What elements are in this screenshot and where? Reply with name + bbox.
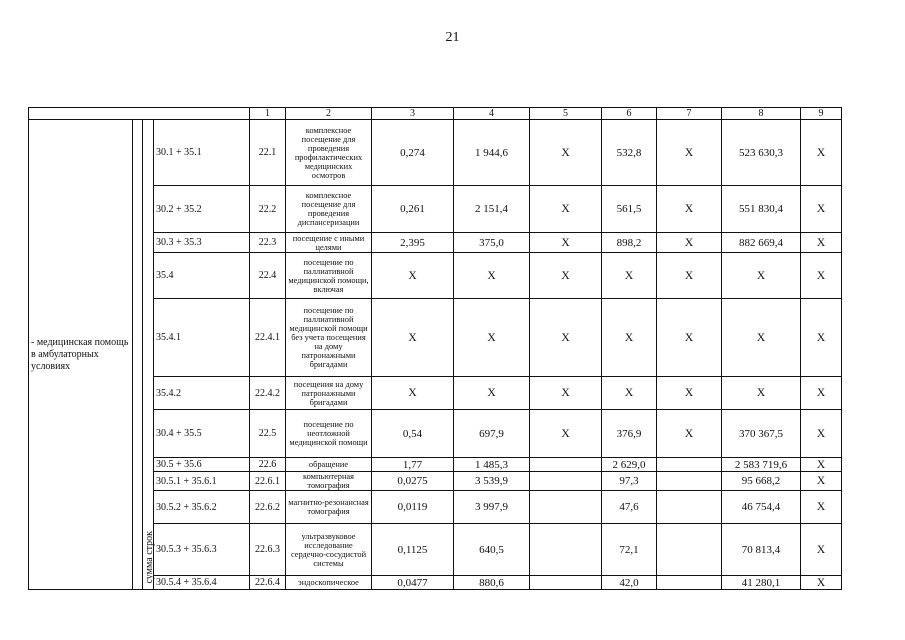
cell-c7	[657, 472, 722, 491]
header-col-4: 4	[454, 108, 530, 120]
cell-c3: 0,0275	[372, 472, 454, 491]
header-col-9: 9	[801, 108, 842, 120]
cell-c3: 1,77	[372, 458, 454, 472]
cell-c5: X	[530, 120, 602, 186]
row-description: обращение	[286, 458, 372, 472]
header-col-6: 6	[602, 108, 657, 120]
cell-c7: X	[657, 120, 722, 186]
cell-c5	[530, 458, 602, 472]
row-number: 22.3	[250, 233, 286, 253]
row-number: 22.6.3	[250, 524, 286, 576]
cell-c3: 0,0477	[372, 576, 454, 590]
cell-c6: 2 629,0	[602, 458, 657, 472]
cell-c6: X	[602, 377, 657, 410]
row-code: 35.4.2	[154, 377, 250, 410]
row-code: 30.1 + 35.1	[154, 120, 250, 186]
row-number: 22.2	[250, 186, 286, 233]
cell-c7: X	[657, 410, 722, 458]
cell-c5: X	[530, 233, 602, 253]
cell-c9: X	[801, 253, 842, 299]
cell-c4: 3 539,9	[454, 472, 530, 491]
section-label: - медицинская помощь в амбулаторных условиях	[29, 120, 133, 590]
row-code: 30.3 + 35.3	[154, 233, 250, 253]
cell-c7	[657, 458, 722, 472]
cell-c8: 882 669,4	[722, 233, 801, 253]
cell-c4: 640,5	[454, 524, 530, 576]
row-description: ультразвуковое исследование сердечно-сосудистой системы	[286, 524, 372, 576]
row-number: 22.6.4	[250, 576, 286, 590]
row-description: посещение с иными целями	[286, 233, 372, 253]
header-col-7: 7	[657, 108, 722, 120]
cell-c8: 46 754,4	[722, 491, 801, 524]
cell-c4: X	[454, 253, 530, 299]
row-description: посещение по паллиативной медицинской помощи, включая	[286, 253, 372, 299]
page-number: 21	[445, 30, 460, 45]
row-number: 22.6	[250, 458, 286, 472]
cell-c7: X	[657, 377, 722, 410]
cell-c8: X	[722, 253, 801, 299]
header-col-8: 8	[722, 108, 801, 120]
row-description: компьютерная томография	[286, 472, 372, 491]
cell-c3: 0,0119	[372, 491, 454, 524]
cell-c9: X	[801, 299, 842, 377]
sum-column	[143, 120, 154, 590]
header-blank	[29, 108, 250, 120]
cell-c7: X	[657, 299, 722, 377]
cell-c3: 0,54	[372, 410, 454, 458]
cell-c5: X	[530, 186, 602, 233]
row-code: 30.5.3 + 35.6.3	[154, 524, 250, 576]
cell-c3: 0,274	[372, 120, 454, 186]
row-code: 30.5.1 + 35.6.1	[154, 472, 250, 491]
cell-c4: X	[454, 377, 530, 410]
row-number: 22.5	[250, 410, 286, 458]
cell-c4: 697,9	[454, 410, 530, 458]
cell-c5: X	[530, 299, 602, 377]
cell-c8: X	[722, 299, 801, 377]
cell-c4: 1 944,6	[454, 120, 530, 186]
row-code: 30.2 + 35.2	[154, 186, 250, 233]
cell-c5	[530, 472, 602, 491]
cell-c9: X	[801, 472, 842, 491]
row-code: 35.4	[154, 253, 250, 299]
cell-c8: X	[722, 377, 801, 410]
row-description: посещения на дому патронажными бригадами	[286, 377, 372, 410]
row-description: комплексное посещение для проведения диспансеризации	[286, 186, 372, 233]
row-code: 30.5.4 + 35.6.4	[154, 576, 250, 590]
cell-c7	[657, 524, 722, 576]
cell-c4: 880,6	[454, 576, 530, 590]
cell-c7: X	[657, 233, 722, 253]
cell-c6: 532,8	[602, 120, 657, 186]
cell-c3: 0,261	[372, 186, 454, 233]
cell-c6: X	[602, 299, 657, 377]
cell-c6: 47,6	[602, 491, 657, 524]
cell-c4: X	[454, 299, 530, 377]
cell-c8: 2 583 719,6	[722, 458, 801, 472]
spacer-column	[133, 120, 143, 590]
cell-c4: 2 151,4	[454, 186, 530, 233]
cell-c9: X	[801, 410, 842, 458]
cell-c4: 3 997,9	[454, 491, 530, 524]
cell-c4: 1 485,3	[454, 458, 530, 472]
cell-c8: 523 630,3	[722, 120, 801, 186]
cell-c8: 95 668,2	[722, 472, 801, 491]
cell-c6: 561,5	[602, 186, 657, 233]
cell-c5	[530, 576, 602, 590]
header-row	[29, 108, 842, 120]
cell-c5: X	[530, 377, 602, 410]
data-table	[28, 107, 842, 590]
cell-c6: 42,0	[602, 576, 657, 590]
row-description: посещение по неотложной медицинской помощи	[286, 410, 372, 458]
row-description: посещение по паллиативной медицинской помощи без учета посещения на дому патронажными бригадами	[286, 299, 372, 377]
row-description: эндоскопическое	[286, 576, 372, 590]
header-col-2: 2	[286, 108, 372, 120]
row-code: 30.5 + 35.6	[154, 458, 250, 472]
sum-label: сумма строк	[144, 530, 155, 583]
row-description: магнитно-резонансная томография	[286, 491, 372, 524]
cell-c9: X	[801, 491, 842, 524]
cell-c6: 376,9	[602, 410, 657, 458]
cell-c9: X	[801, 377, 842, 410]
cell-c7: X	[657, 186, 722, 233]
cell-c3: X	[372, 253, 454, 299]
cell-c8: 41 280,1	[722, 576, 801, 590]
cell-c3: 2,395	[372, 233, 454, 253]
cell-c5: X	[530, 253, 602, 299]
cell-c7	[657, 576, 722, 590]
cell-c4: 375,0	[454, 233, 530, 253]
table-row	[29, 120, 842, 186]
cell-c3: X	[372, 299, 454, 377]
header-col-1: 1	[250, 108, 286, 120]
cell-c5	[530, 491, 602, 524]
header-col-5: 5	[530, 108, 602, 120]
row-code: 30.4 + 35.5	[154, 410, 250, 458]
cell-c6: X	[602, 253, 657, 299]
cell-c9: X	[801, 233, 842, 253]
row-number: 22.4.2	[250, 377, 286, 410]
row-number: 22.6.2	[250, 491, 286, 524]
cell-c9: X	[801, 458, 842, 472]
cell-c8: 370 367,5	[722, 410, 801, 458]
cell-c8: 70 813,4	[722, 524, 801, 576]
cell-c6: 97,3	[602, 472, 657, 491]
cell-c8: 551 830,4	[722, 186, 801, 233]
cell-c7	[657, 491, 722, 524]
cell-c9: X	[801, 576, 842, 590]
header-col-3: 3	[372, 108, 454, 120]
cell-c5: X	[530, 410, 602, 458]
row-code: 35.4.1	[154, 299, 250, 377]
cell-c9: X	[801, 186, 842, 233]
row-code: 30.5.2 + 35.6.2	[154, 491, 250, 524]
cell-c9: X	[801, 120, 842, 186]
cell-c6: 72,1	[602, 524, 657, 576]
row-description: комплексное посещение для проведения профилактических медицинских осмотров	[286, 120, 372, 186]
row-number: 22.4.1	[250, 299, 286, 377]
row-number: 22.1	[250, 120, 286, 186]
row-number: 22.6.1	[250, 472, 286, 491]
cell-c9: X	[801, 524, 842, 576]
cell-c3: 0,1125	[372, 524, 454, 576]
cell-c5	[530, 524, 602, 576]
cell-c3: X	[372, 377, 454, 410]
cell-c7: X	[657, 253, 722, 299]
cell-c6: 898,2	[602, 233, 657, 253]
row-number: 22.4	[250, 253, 286, 299]
